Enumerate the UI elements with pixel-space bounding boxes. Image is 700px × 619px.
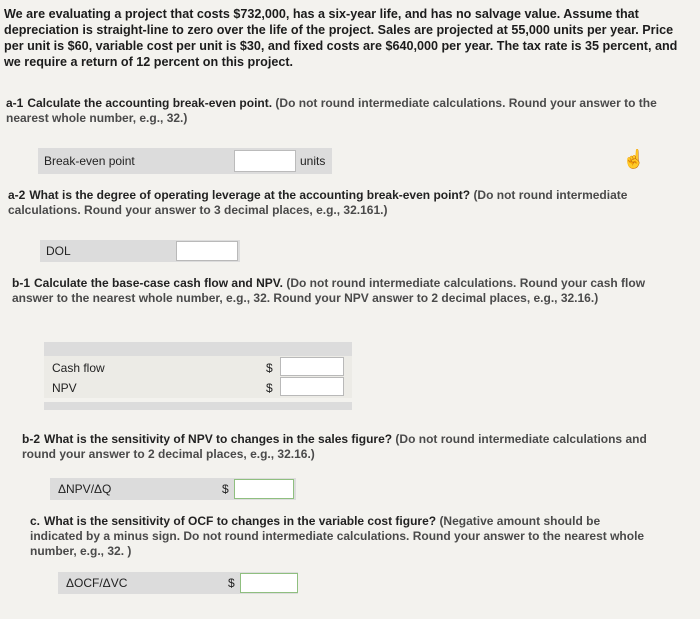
currency-symbol: $ (222, 482, 229, 496)
dol-label: DOL (46, 244, 71, 258)
break-even-input[interactable] (234, 150, 296, 172)
question-instructions: (Do not round intermediate calculations. Round your answer to the nearest whole number, e.g., 32.) (6, 96, 657, 125)
cashflow-table-footer (44, 402, 352, 410)
question-text: Calculate the base-case cash flow and NPV. (34, 276, 283, 290)
currency-symbol: $ (266, 381, 273, 395)
ocf-sensitivity-label: ΔOCF/ΔVC (66, 576, 128, 590)
question-number: b-2 (22, 432, 40, 446)
ocf-sensitivity-input[interactable] (240, 573, 298, 593)
question-number: a-2 (8, 188, 26, 202)
question-b2 (22, 432, 662, 462)
question-c (30, 514, 650, 559)
npv-label: NPV (52, 381, 77, 395)
npv-sensitivity-input[interactable] (234, 479, 294, 499)
question-number: a-1 (6, 96, 24, 110)
question-b1 (12, 276, 662, 306)
ocf-sensitivity-row (58, 572, 298, 594)
pointer-hand-icon: ☝ (622, 149, 646, 169)
npv-sensitivity-row (50, 478, 296, 500)
cashflow-table (44, 356, 352, 398)
cashflow-table-header (44, 342, 352, 356)
question-text: Calculate the accounting break-even point. (27, 96, 273, 110)
dol-input[interactable] (176, 241, 238, 261)
question-a1 (6, 96, 686, 126)
question-a2 (8, 188, 668, 218)
problem-statement: We are evaluating a project that costs $732,000, has a six-year life, and has no salvage value. Assume that depreciation is straight-line to zero over the life of the project. Sales are projected at 55,000 units per year. Price per unit is $60, variable cost per unit is $30, and fixed costs are $640,000 per year. The tax rate is 35 percent, and we require a return of 12 percent on this project. (4, 7, 678, 69)
currency-symbol: $ (266, 361, 273, 375)
units-label: units (300, 154, 326, 168)
question-number: c. (30, 514, 41, 528)
cash-flow-input[interactable] (280, 357, 344, 376)
currency-symbol: $ (228, 576, 235, 590)
cash-flow-label: Cash flow (52, 361, 105, 375)
question-instructions: (Do not round intermediate calculations. Round your answer to 3 decimal places, e.g., 32.161.) (8, 188, 628, 217)
npv-sensitivity-label: ΔNPV/ΔQ (58, 482, 112, 496)
question-instructions: (Negative amount should be indicated by a minus sign. Do not round intermediate calculations. Round your answer to the nearest whole number, e.g., 32. ) (30, 514, 645, 558)
question-number: b-1 (12, 276, 30, 290)
question-text: What is the sensitivity of NPV to changes in the sales figure? (44, 432, 393, 446)
dol-row (40, 240, 240, 262)
break-even-row (38, 148, 332, 174)
break-even-label: Break-even point (44, 154, 135, 168)
question-instructions: (Do not round intermediate calculations and round your answer to 2 decimal places, e.g., 32.16.) (22, 432, 647, 461)
question-text: What is the degree of operating leverage at the accounting break-even point? (29, 188, 471, 202)
question-text: What is the sensitivity of OCF to changes in the variable cost figure? (44, 514, 437, 528)
npv-input[interactable] (280, 377, 344, 396)
question-instructions: (Do not round intermediate calculations. Round your cash flow answer to the nearest whole number, e.g., 32. Round your NPV answer to 2 decimal places, e.g., 32.16.) (12, 276, 646, 305)
